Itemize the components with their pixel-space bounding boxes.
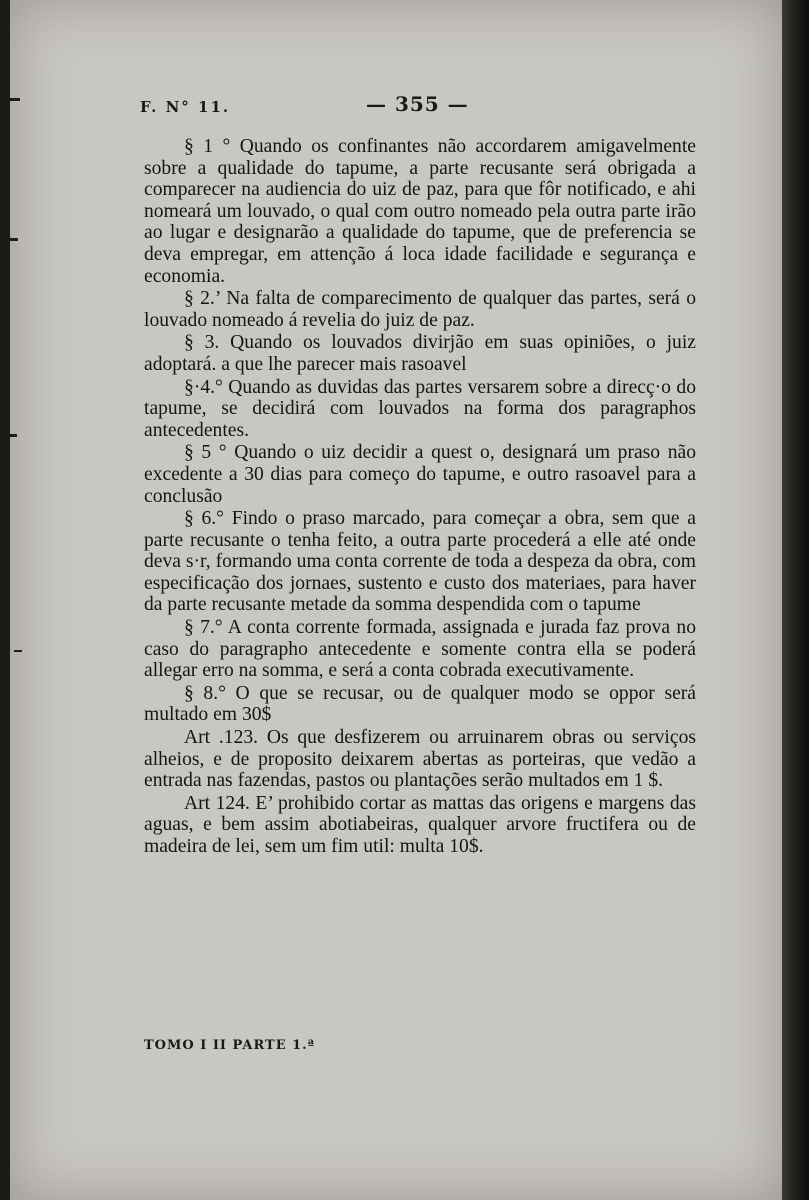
- page-header: [128, 92, 688, 122]
- paragraph-article-123: Art .123. Os que desfizerem ou arruinarem obras ou serviços alheios, e de proposito deixarem abertas as porteiras, que vedão a entrada nas fazendas, pastos ou plantações serão multados em 1 $.: [144, 727, 696, 792]
- paragraph-section-5: § 5 ° Quando o uiz decidir a quest o, designará um praso não excedente a 30 dias para começo do tapume, e outro rasoavel para a conclusão: [144, 442, 696, 507]
- paragraph-section-4: §·4.° Quando as duvidas das partes versarem sobre a direcç·o do tapume, se decidirá com louvados na forma dos paragraphos antecedentes.: [144, 376, 696, 441]
- paragraph-section-7: § 7.° A conta corrente formada, assignada e jurada faz prova no caso do paragrapho antecedente e somente contra ella se poderá allegar erro na somma, e será a conta cobrada executivamente.: [144, 617, 696, 682]
- document-body: [144, 136, 696, 858]
- paragraph-section-1: § 1 ° Quando os confinantes não accordarem amigavelmente sobre a qualidade do tapume, a parte recusante será obrigada a comparecer na audiencia do uiz de paz, para que fôr notificado, e ahi nomeará um louvado, o qual com outro nomeado pela outra parte irão ao lugar e designarão a qualidade do tapume, que de preferencia se deva empregar, em attenção á loca idade facilidade e segurança e economia.: [144, 136, 696, 287]
- margin-mark: [10, 98, 20, 101]
- paragraph-section-6: § 6.° Findo o praso marcado, para começar a obra, sem que a parte recusante o tenha feito, a outra parte procederá a elle até onde deva s·r, formando uma conta corrente de toda a despeza da obra, com especificação dos jornaes, sustento e custo dos materiaes, para haver da parte recusante metade da somma despendida com o tapume: [144, 508, 696, 616]
- paragraph-section-2: § 2.’ Na falta de comparecimento de qualquer das partes, será o louvado nomeado á revelia do juiz de paz.: [144, 288, 696, 331]
- paragraph-section-8: § 8.° O que se recusar, ou de qualquer modo se oppor será multado em 30$: [144, 682, 696, 726]
- margin-mark: [14, 650, 22, 652]
- margin-mark: [10, 238, 18, 241]
- paragraph-article-124: Art 124. E’ prohibido cortar as mattas das origens e margens das aguas, e bem assim abotiabeiras, qualquer arvore fructifera ou de madeira de lei, sem um fim util: multa 10$.: [144, 792, 696, 857]
- page-edge-shadow: [782, 0, 809, 1200]
- margin-mark: [10, 434, 17, 437]
- page-footer: TOMO I II PARTE 1.ª: [144, 1038, 316, 1053]
- document-page: [10, 0, 782, 1200]
- paragraph-section-3: § 3. Quando os louvados divirjão em suas opiniões, o juiz adoptará. a que lhe parecer mais rasoavel: [144, 332, 696, 375]
- page-number: — 355 —: [366, 92, 469, 116]
- running-head: F. N° 11.: [140, 98, 231, 116]
